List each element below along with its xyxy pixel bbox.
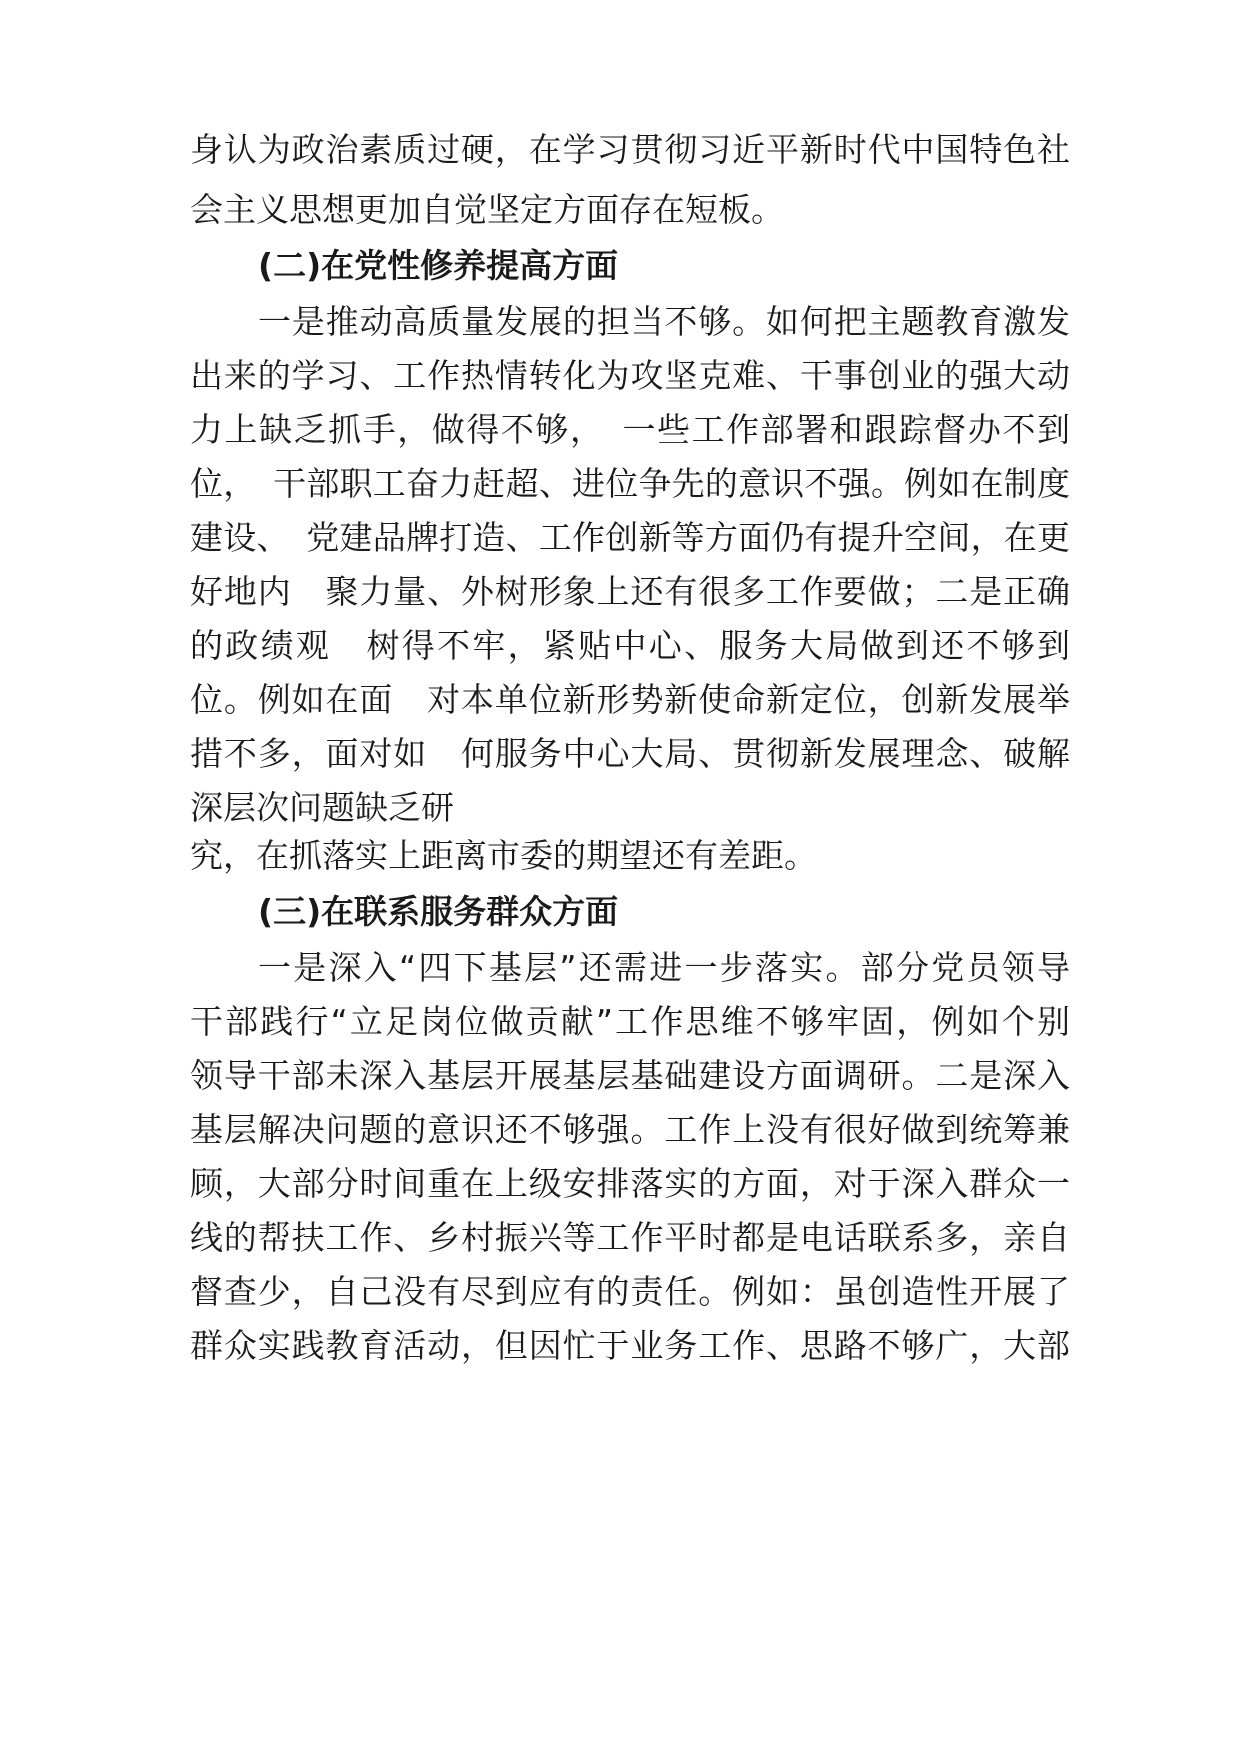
paragraph-line: 干部践行“立足岗位做贡献”工作思维不够牢固，例如个别 [190, 1002, 1070, 1041]
paragraph-line: 位， 干部职工奋力赶超、进位争先的意识不强。例如在制度 [190, 464, 1070, 503]
section-heading: (三)在联系服务群众方面 [258, 892, 619, 931]
paragraph-line: 顾，大部分时间重在上级安排落实的方面，对于深入群众一 [190, 1164, 1070, 1203]
paragraph-line: 措不多，面对如 何服务中心大局、贯彻新发展理念、破解 [190, 734, 1070, 773]
paragraph-line: 位。例如在面 对本单位新形势新使命新定位，创新发展举 [190, 680, 1070, 719]
paragraph-line: 督查少，自己没有尽到应有的责任。例如：虽创造性开展了 [190, 1272, 1070, 1311]
paragraph-line: 好地内 聚力量、外树形象上还有很多工作要做；二是正确 [190, 572, 1070, 611]
section-heading: (二)在党性修养提高方面 [258, 246, 619, 285]
paragraph-line: 会主义思想更加自觉坚定方面存在短板。 [190, 190, 784, 229]
paragraph-line: 力上缺乏抓手，做得不够， 一些工作部署和跟踪督办不到 [190, 410, 1070, 449]
paragraph-line: 一是推动高质量发展的担当不够。如何把主题教育激发 [258, 302, 1070, 341]
paragraph-line: 一是深入“四下基层”还需进一步落实。部分党员领导 [258, 948, 1070, 987]
paragraph-line: 出来的学习、工作热情转化为攻坚克难、干事创业的强大动 [190, 356, 1070, 395]
paragraph-line: 领导干部未深入基层开展基层基础建设方面调研。二是深入 [190, 1056, 1070, 1095]
paragraph-line: 的政绩观 树得不牢，紧贴中心、服务大局做到还不够到 [190, 626, 1070, 665]
paragraph-line: 群众实践教育活动，但因忙于业务工作、思路不够广，大部 [190, 1326, 1070, 1365]
paragraph-line: 深层次问题缺乏研 [190, 788, 454, 827]
paragraph-line: 究，在抓落实上距离市委的期望还有差距。 [190, 836, 817, 875]
paragraph-line: 身认为政治素质过硬，在学习贯彻习近平新时代中国特色社 [190, 130, 1070, 169]
paragraph-line: 基层解决问题的意识还不够强。工作上没有很好做到统筹兼 [190, 1110, 1070, 1149]
paragraph-line: 线的帮扶工作、乡村振兴等工作平时都是电话联系多，亲自 [190, 1218, 1070, 1257]
paragraph-line: 建设、 党建品牌打造、工作创新等方面仍有提升空间，在更 [190, 518, 1070, 557]
